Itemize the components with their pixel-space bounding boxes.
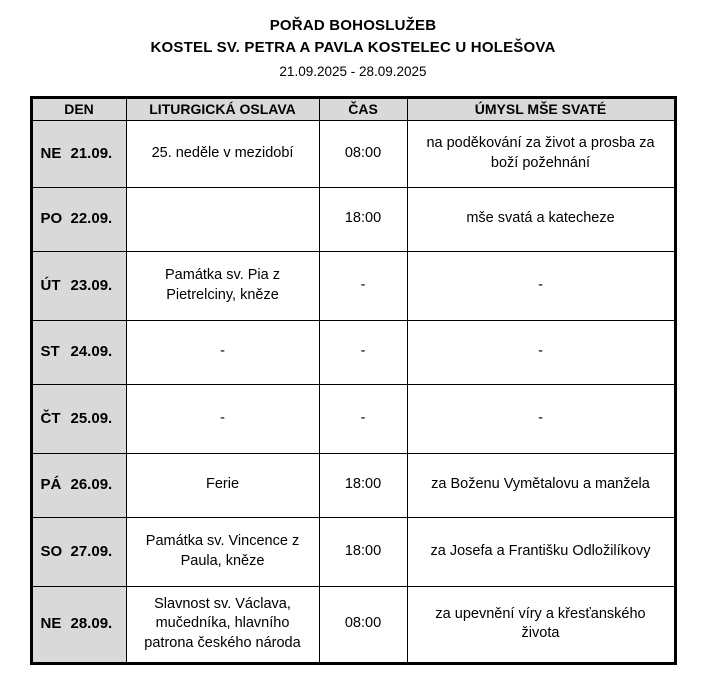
celebration-cell: - [126,384,319,453]
intention-cell: mše svatá a katecheze [407,187,675,251]
time-cell: 18:00 [319,187,407,251]
celebration-cell: Památka sv. Pia z Pietrelciny, kněze [126,251,319,320]
intention-cell: - [407,320,675,384]
day-date: 26.09. [70,476,113,494]
day-cell [31,120,126,187]
table-row [31,586,675,663]
table-row [31,453,675,517]
celebration-cell: Ferie [126,453,319,517]
day-date: 28.09. [70,615,113,633]
col-header-den: DEN [31,97,126,120]
time-cell: 18:00 [319,453,407,517]
col-header-liturgicka-oslava: LITURGICKÁ OSLAVA [126,97,319,120]
date-range: 21.09.2025 - 28.09.2025 [279,63,427,79]
col-header-umysl: ÚMYSL MŠE SVATÉ [407,97,675,120]
intention-cell: za Boženu Vymětalovu a manžela [407,453,675,517]
time-cell: 08:00 [319,586,407,663]
time-cell: - [319,251,407,320]
intention-cell: za Josefa a Františku Odložilíkovy [407,517,675,586]
table-row [31,251,675,320]
day-abbrev: NE [40,144,62,162]
schedule-table [30,96,677,665]
celebration-cell: 25. neděle v mezidobí [126,120,319,187]
time-cell: 18:00 [319,517,407,586]
table-row [31,320,675,384]
col-header-cas: ČAS [319,97,407,120]
day-abbrev: NE [40,615,62,633]
celebration-cell: - [126,320,319,384]
celebration-cell: Slavnost sv. Václava, mučedníka, hlavního patrona českého národa [126,586,319,663]
celebration-cell: Památka sv. Vincence z Paula, kněze [126,517,319,586]
time-cell: - [319,320,407,384]
intention-cell: - [407,251,675,320]
table-header-row [31,97,675,120]
table-row [31,384,675,453]
day-date: 22.09. [70,210,113,228]
doc-title: POŘAD BOHOSLUŽEB [269,17,437,34]
day-abbrev: SO [40,542,63,560]
day-date: 21.09. [70,144,113,162]
day-cell [31,453,126,517]
doc-subtitle: KOSTEL SV. PETRA A PAVLA KOSTELEC U HOLEŠOVA [150,39,556,57]
table-row [31,120,675,187]
day-cell [31,320,126,384]
time-cell: - [319,384,407,453]
document-header [24,16,682,81]
day-cell [31,517,126,586]
day-abbrev: ČT [40,409,61,427]
day-abbrev: PÁ [40,476,62,494]
intention-cell: za upevnění víry a křesťanského života [407,586,675,663]
day-cell [31,586,126,663]
day-cell [31,384,126,453]
table-row [31,187,675,251]
intention-cell: - [407,384,675,453]
day-abbrev: PO [40,210,63,228]
time-cell: 08:00 [319,120,407,187]
day-abbrev: ST [40,343,60,361]
day-date: 23.09. [70,276,113,294]
day-date: 24.09. [70,343,113,361]
intention-cell: na poděkování za život a prosba za boží požehnání [407,120,675,187]
day-date: 27.09. [70,542,113,560]
day-cell [31,251,126,320]
table-row [31,517,675,586]
day-date: 25.09. [70,409,113,427]
day-cell [31,187,126,251]
day-abbrev: ÚT [40,276,61,294]
celebration-cell [126,187,319,251]
